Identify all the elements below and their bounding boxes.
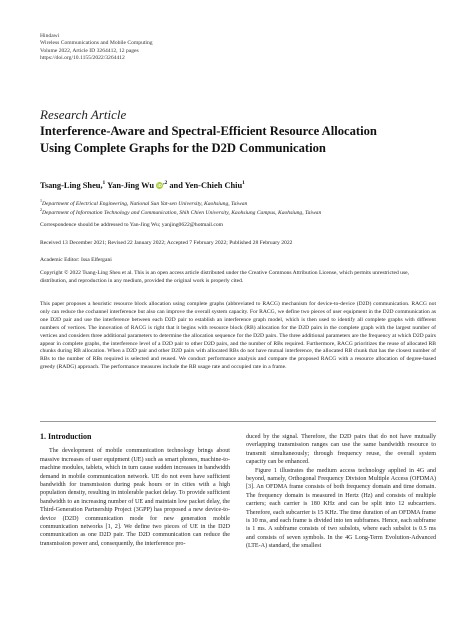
publisher-name: Hindawi: [40, 33, 60, 39]
section-divider: [40, 421, 436, 422]
affiliation-text: Department of Information Technology and Communication, Shih Chien University, Kaohsiung Campus, Kaohsiung, Taiwan: [42, 209, 322, 216]
journal-volume: Volume 2022, Article ID 3264412, 12 pages: [40, 47, 139, 54]
orcid-icon[interactable]: iD: [157, 182, 162, 188]
affiliation: [40, 198, 247, 207]
author-list: [40, 180, 245, 190]
right-column: [246, 433, 436, 551]
abstract: This paper proposes a heuristic resource block allocation using complete graphs (abbreviated to RACG) mechanism for device-to-device (D2D) communication. RACG not only can reduce the cochannel interference but also can improve the overall system capacity. For RACG, we define two pieces of user equipment in the D2D communication as one D2D pair and use the interference between each D2D pair to establish an interference graph model, which is then used to identify all complete graphs with different numbers of vertices. The innovation of RACG is right that it begins with resource block (RB) allocation for the D2D pairs in the complete graph with the largest number of vertices and considers three additional parameters to determine the allocation sequence for the D2D pairs. The three additional parameters are the frequency at which D2D pairs appear in complete graphs, the interference level of a D2D pair to other D2D pairs, and the number of RBs required. Furthermore, RACG prioritizes the reuse of allocated RB chunks during RB allocation. When a D2D pair and other D2D pairs with allocated RBs do not have mutual interference, the allocated RB chunk that has the closest number of RBs to the number of RBs required is selected and reused. We conduct performance analysis and compare the proposed RACG with a resource allocation of degree-based greedy (RADG) approach. The performance measures include the RB usage rate and occupied rate in a frame.: [40, 301, 436, 371]
copyright-notice: Copyright © 2022 Tsang-Ling Sheu et al. This is an open access article distributed under the Creative Commons Attribution License, which permits unrestricted use, distribution, and reproduction in any medium, provided the original work is properly cited.: [40, 270, 410, 284]
paper-title: [40, 123, 440, 157]
author-name[interactable]: Tsang-Ling Sheu,: [40, 180, 103, 190]
body-paragraph: The development of mobile communication technology brings about massive increases of user equipment (UE) such as smart phones, machine-to-machine modules, tablets, which in turn cause sudden increases in bandwidth demand in mobile communication network. UE do not even have sufficient bandwidth for transmission during peak hours or in cities with a high population density, resulting in intolerable packet delay. To provide sufficient bandwidth to an increasing number of UE and maintain low packet delay, the Third-Generation Partnership Project (3GPP) has proposed a new device-to-device (D2D) communication mode for new generation mobile communication networks [1, 2]. We define two pieces of UE in the D2D communication as one D2D pair. The D2D communication can reduce the transmission power and, consequently, the interference pro-: [40, 448, 230, 547]
journal-name: Wireless Communications and Mobile Computing: [40, 40, 153, 47]
body-paragraph: Figure 1 illustrates the medium access technology applied in 4G and beyond, namely, Orthogonal Frequency Division Multiple Access (OFDMA) [3]. An OFDMA frame consists of both frequency domain and time domain. The frequency domain is measured in Hertz (Hz) and consists of multiple carriers; each carrier is 180 KHz and can be split into 12 subcarriers. Therefore, each subcarrier is 15 KHz. The time duration of an OFDMA frame is 10 ms, and each frame is divided into ten subframes. Hence, each subframe is 1 ms. A subframe consists of two subslots, where each subslot is 0.5 ms and consists of seven symbols. In the 4G Long-Term Evolution-Advanced (LTE-A) standard, the smallest: [246, 467, 436, 550]
affiliation-number: 1: [40, 198, 42, 203]
author-name[interactable]: Yen-Chieh Chiu: [184, 180, 243, 190]
publication-dates: Received 13 December 2021; Revised 22 January 2022; Accepted 7 February 2022; Published 28 February 2022: [40, 240, 293, 246]
author-affiliation-mark: 1: [242, 180, 245, 186]
correspondence-note: Correspondence should be addressed to Yan-Jing Wu; yanjing0622@hotmail.com: [40, 222, 224, 228]
affiliation-text: Department of Electrical Engineering, National Sun Yat-sen University, Kaohsiung, Taiwan: [42, 200, 248, 207]
author-conjunction: and: [169, 180, 183, 190]
author-name[interactable]: Yan-Jing Wu: [107, 180, 155, 190]
affiliation-number: 2: [40, 207, 42, 212]
journal-header: [40, 33, 153, 63]
journal-doi[interactable]: https://doi.org/10.1155/2022/3264412: [40, 55, 125, 62]
article-type: Research Article: [40, 107, 127, 122]
title-line: Interference-Aware and Spectral-Efficient Resource Allocation: [40, 124, 377, 138]
academic-editor: Academic Editor: Issa Elfergani: [40, 257, 112, 263]
author-affiliation-mark: ,2: [163, 180, 168, 186]
author-affiliation-mark: 1: [102, 180, 106, 186]
section-heading: 1. Introduction: [40, 432, 92, 441]
affiliation: [40, 207, 321, 216]
left-column: [40, 433, 230, 548]
title-line: Using Complete Graphs for the D2D Communication: [40, 141, 326, 155]
body-paragraph: duced by the signal. Therefore, the D2D pairs that do not have mutually overlapping transmission ranges can use the same bandwidth resource to transmit simultaneously; through frequency reuse, the overall system capacity can be enhanced.: [246, 434, 436, 466]
